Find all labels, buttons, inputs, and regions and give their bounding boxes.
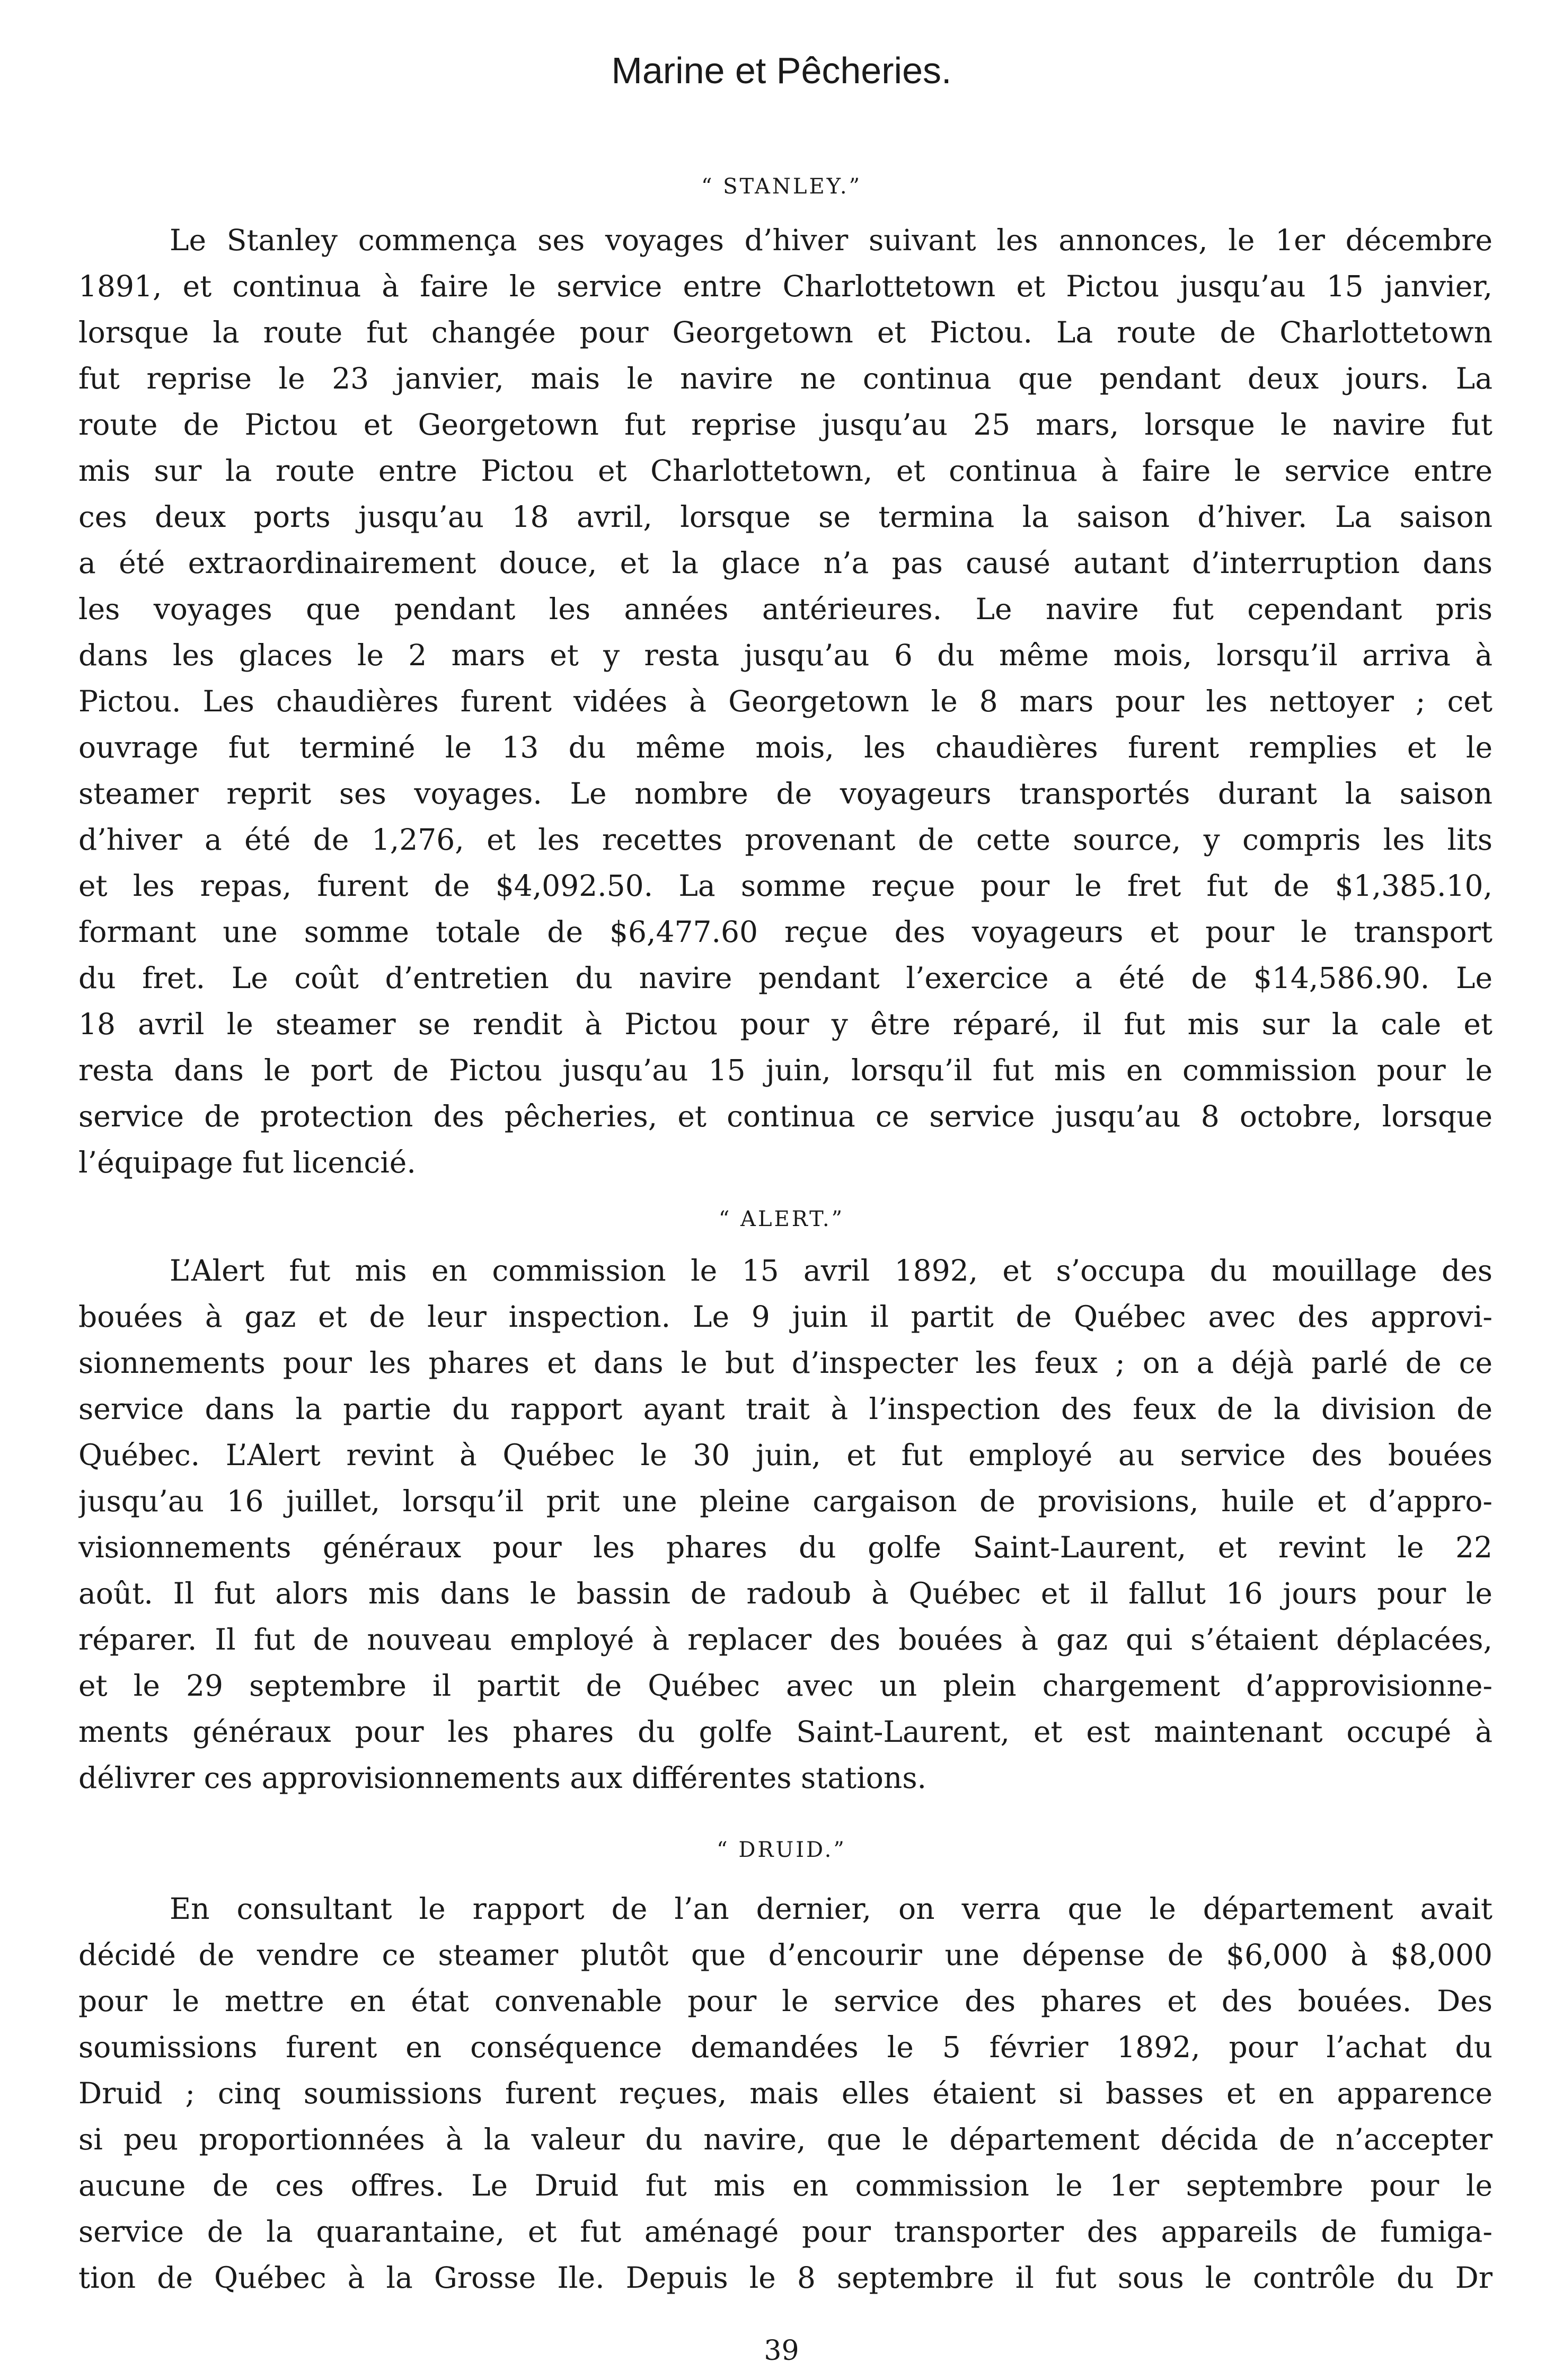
text-line: décidé de vendre ce steamer plutôt que d’encourir une dépense de $6,000 à $8,000 <box>78 1938 1493 1972</box>
text-line: délivrer ces approvisionnements aux différentes stations. <box>78 1761 927 1795</box>
text-line: formant une somme totale de $6,477.60 reçue des voyageurs et pour le transport <box>78 915 1493 949</box>
text-line: ouvrage fut terminé le 13 du même mois, les chaudières furent remplies et le <box>78 730 1493 764</box>
text-line: et le 29 septembre il partit de Québec avec un plein chargement d’approvisionne- <box>78 1669 1493 1703</box>
text-line: ces deux ports jusqu’au 18 avril, lorsque se termina la saison d’hiver. La saison <box>78 500 1493 534</box>
text-line: lorsque la route fut changée pour Georgetown et Pictou. La route de Charlottetown <box>78 315 1493 349</box>
text-line: et les repas, furent de $4,092.50. La somme reçue pour le fret fut de $1,385.10, <box>78 869 1493 903</box>
page-number: 39 <box>764 2335 799 2367</box>
text-line: jusqu’au 16 juillet, lorsqu’il prit une pleine cargaison de provisions, huile et d’appro- <box>78 1484 1493 1518</box>
text-line: Québec. L’Alert revint à Québec le 30 juin, et fut employé au service des bouées <box>78 1438 1493 1472</box>
text-line: steamer reprit ses voyages. Le nombre de voyageurs transportés durant la saison <box>78 777 1493 810</box>
running-head: Marine et Pêcheries. <box>611 50 952 91</box>
text-line: réparer. Il fut de nouveau employé à replacer des bouées à gaz qui s’étaient déplacées, <box>78 1623 1493 1656</box>
text-line: route de Pictou et Georgetown fut reprise jusqu’au 25 mars, lorsque le navire fut <box>78 408 1493 442</box>
text-line: Druid ; cinq soumissions furent reçues, mais elles étaient si basses et en apparence <box>78 2076 1493 2110</box>
text-line: dans les glaces le 2 mars et y resta jusqu’au 6 du même mois, lorsqu’il arriva à <box>78 638 1493 672</box>
text-line: ments généraux pour les phares du golfe Saint-Laurent, et est maintenant occupé à <box>78 1715 1493 1749</box>
text-line: Le Stanley commença ses voyages d’hiver suivant les annonces, le 1er décembre <box>170 223 1493 257</box>
text-line: soumissions furent en conséquence demandées le 5 février 1892, pour l’achat du <box>78 2030 1493 2064</box>
text-line: aucune de ces offres. Le Druid fut mis en commission le 1er septembre pour le <box>78 2169 1493 2202</box>
paragraph-stanley <box>78 217 1493 1186</box>
text-line: service de protection des pêcheries, et continua ce service jusqu’au 8 octobre, lorsque <box>78 1099 1493 1133</box>
paragraph-druid <box>78 1886 1493 2301</box>
text-line: l’équipage fut licencié. <box>78 1145 416 1179</box>
text-line: En consultant le rapport de l’an dernier, on verra que le département avait <box>170 1892 1493 1926</box>
section-title-druid: “ DRUID.” <box>717 1838 846 1862</box>
text-line: pour le mettre en état convenable pour le service des phares et des bouées. Des <box>78 1984 1493 2018</box>
text-line: mis sur la route entre Pictou et Charlottetown, et continua à faire le service entre <box>78 454 1493 488</box>
text-line: les voyages que pendant les années antérieures. Le navire fut cependant pris <box>78 592 1493 626</box>
text-line: sionnements pour les phares et dans le but d’inspecter les feux ; on a déjà parlé de ce <box>78 1346 1493 1380</box>
text-line: Pictou. Les chaudières furent vidées à Georgetown le 8 mars pour les nettoyer ; cet <box>78 684 1493 718</box>
text-line: a été extraordinairement douce, et la glace n’a pas causé autant d’interruption dans <box>78 546 1493 580</box>
text-line: L’Alert fut mis en commission le 15 avril 1892, et s’occupa du mouillage des <box>170 1254 1493 1288</box>
text-line: service dans la partie du rapport ayant trait à l’inspection des feux de la division de <box>78 1392 1493 1426</box>
text-line: d’hiver a été de 1,276, et les recettes provenant de cette source, y compris les lits <box>78 823 1493 857</box>
text-line: du fret. Le coût d’entretien du navire pendant l’exercice a été de $14,586.90. Le <box>78 961 1493 995</box>
text-line: 18 avril le steamer se rendit à Pictou pour y être réparé, il fut mis sur la cale et <box>78 1007 1493 1041</box>
text-line: bouées à gaz et de leur inspection. Le 9 juin il partit de Québec avec des approvi- <box>78 1300 1493 1334</box>
text-line: 1891, et continua à faire le service entre Charlottetown et Pictou jusqu’au 15 janvier, <box>78 269 1493 303</box>
paragraph-alert <box>78 1248 1493 1801</box>
section-title-stanley: “ STANLEY.” <box>701 174 862 199</box>
text-line: août. Il fut alors mis dans le bassin de radoub à Québec et il fallut 16 jours pour le <box>78 1576 1493 1610</box>
text-line: fut reprise le 23 janvier, mais le navire ne continua que pendant deux jours. La <box>78 362 1493 395</box>
text-line: si peu proportionnées à la valeur du navire, que le département décida de n’accepter <box>78 2122 1493 2156</box>
section-title-alert: “ ALERT.” <box>718 1207 845 1231</box>
text-line: tion de Québec à la Grosse Ile. Depuis le 8 septembre il fut sous le contrôle du Dr <box>78 2261 1493 2295</box>
text-line: resta dans le port de Pictou jusqu’au 15 juin, lorsqu’il fut mis en commission pour le <box>78 1053 1493 1087</box>
text-line: visionnements généraux pour les phares du golfe Saint-Laurent, et revint le 22 <box>78 1530 1493 1564</box>
text-line: service de la quarantaine, et fut aménagé pour transporter des appareils de fumiga- <box>78 2215 1493 2249</box>
